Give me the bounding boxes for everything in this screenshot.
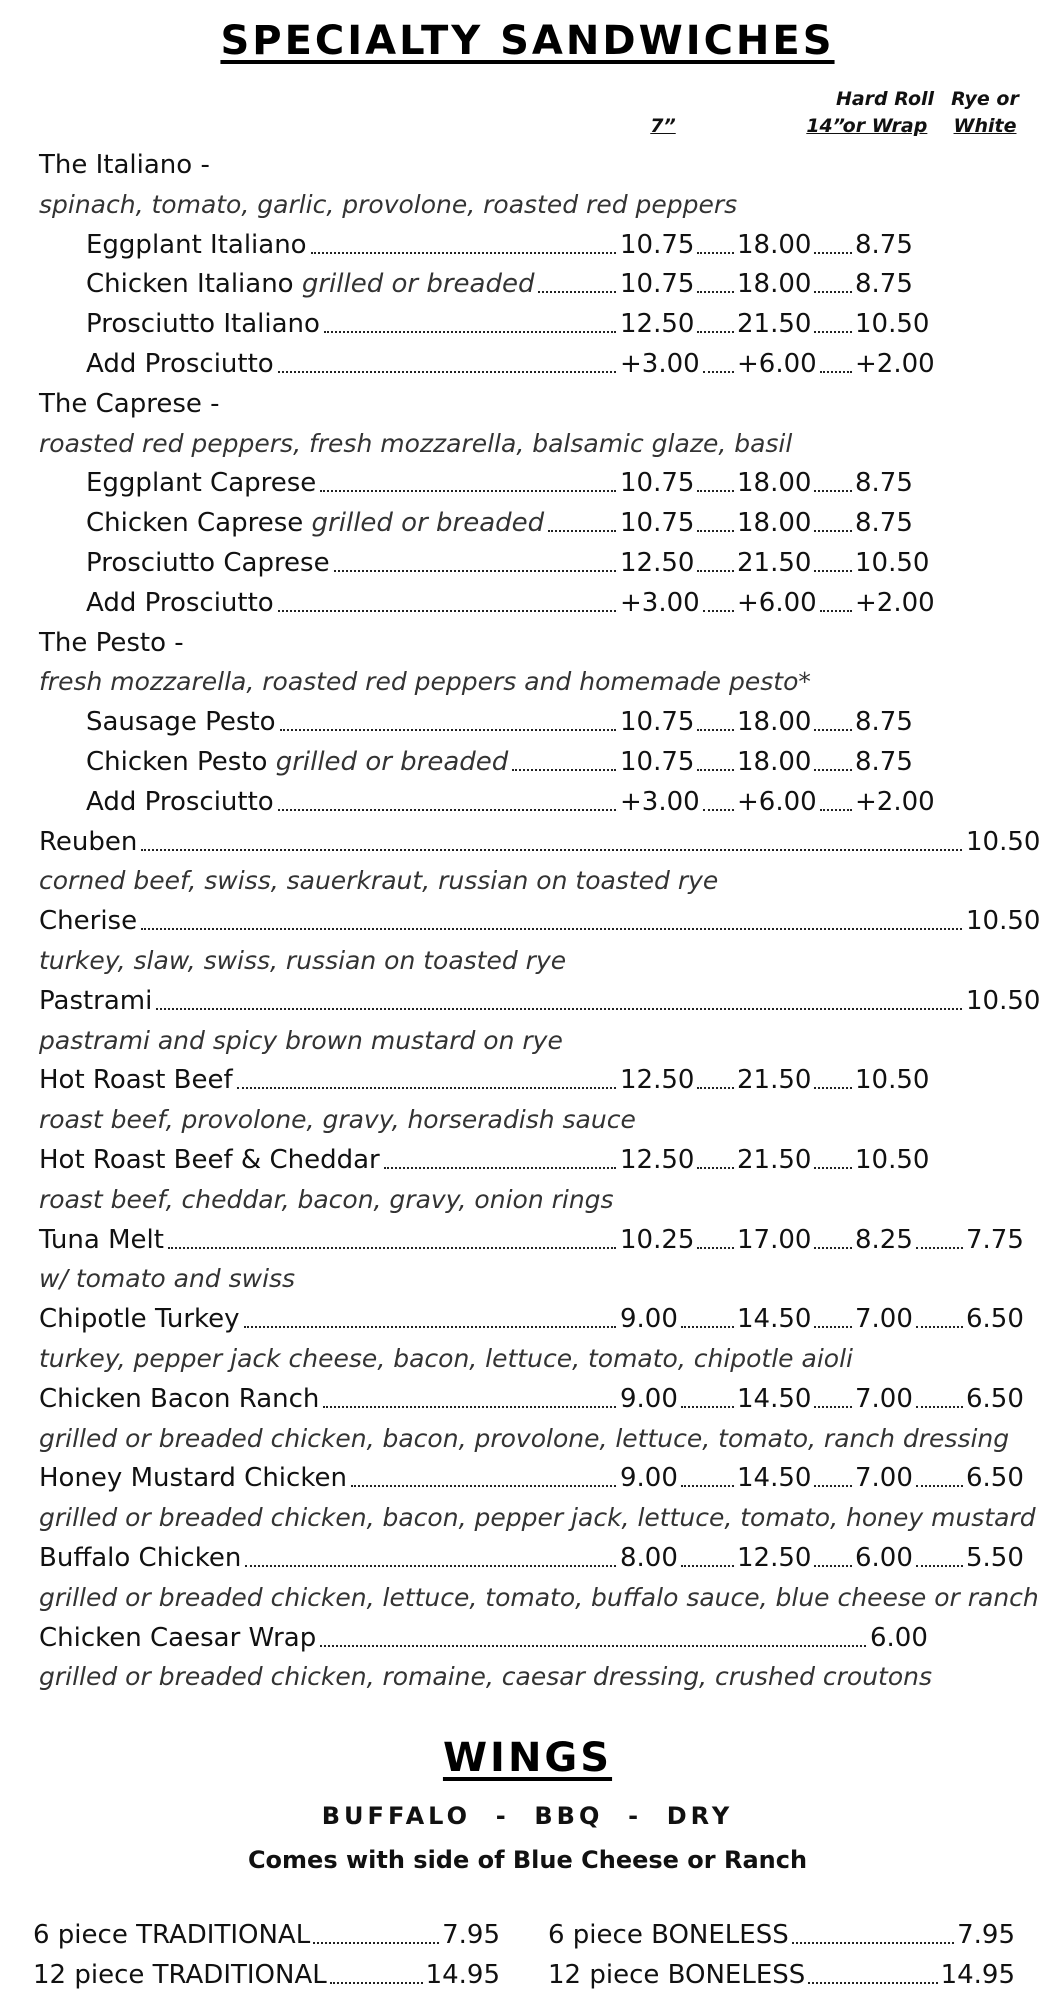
price-col-2: 18.00 — [737, 269, 812, 299]
item-name — [39, 1379, 319, 1419]
item-description: grilled or breaded chicken, bacon, provolone, lettuce, tomato, ranch dressing — [39, 1424, 1010, 1453]
item-description: w/ tomato and swiss — [39, 1264, 296, 1293]
dot-leader — [814, 291, 852, 293]
menu-row-desc — [0, 1339, 1055, 1379]
price-col-1: 12.50 — [620, 548, 695, 578]
price-col-1: 10.75 — [620, 508, 695, 538]
price-col-3: +2.00 — [855, 588, 935, 618]
dot-leader — [278, 809, 616, 811]
price-col-3: 7.00 — [855, 1463, 913, 1493]
price-col-2: 21.50 — [737, 1145, 812, 1175]
dot-leader — [814, 1406, 852, 1408]
dot-leader — [245, 1565, 616, 1567]
wing-item-price: 7.95 — [442, 1920, 500, 1950]
dot-leader — [697, 252, 734, 254]
dot-leader — [814, 769, 852, 771]
item-description: roast beef, provolone, gravy, horseradish sauce — [39, 1105, 636, 1134]
price-col-2: +6.00 — [737, 349, 817, 379]
price-col-4: 7.75 — [966, 1225, 1024, 1255]
price-col-1: 10.75 — [620, 707, 695, 737]
price-col-1: 12.50 — [620, 1065, 695, 1095]
dot-leader — [814, 1087, 852, 1089]
dot-leader — [330, 1982, 423, 1984]
dot-leader — [820, 809, 852, 811]
dot-leader — [156, 1008, 962, 1010]
menu-row-sub — [0, 225, 1055, 265]
item-name-text: Sausage Pesto — [86, 707, 276, 737]
price-col-2: +6.00 — [737, 588, 817, 618]
dot-leader — [814, 1247, 852, 1249]
item-name — [86, 344, 274, 384]
price-col-3: 8.75 — [855, 230, 913, 260]
price-col-2: 12.50 — [737, 1543, 812, 1573]
item-name — [86, 742, 508, 782]
price-col-3: 8.25 — [855, 1225, 913, 1255]
dot-leader — [820, 371, 852, 373]
dot-leader — [792, 1942, 954, 1944]
dot-leader — [538, 291, 616, 293]
dot-leader — [681, 1326, 734, 1328]
menu-row-desc — [0, 1259, 1055, 1299]
price-col-2: 14.50 — [737, 1384, 812, 1414]
dot-leader — [351, 1485, 616, 1487]
menu-row-sub — [0, 583, 1055, 623]
item-description: spinach, tomato, garlic, provolone, roasted red peppers — [39, 190, 738, 219]
dot-leader — [278, 610, 616, 612]
dot-leader — [384, 1167, 616, 1169]
dot-leader — [814, 530, 852, 532]
dot-leader — [814, 490, 852, 492]
column-header-7: 7” — [650, 115, 676, 137]
wing-item-name: 6 piece TRADITIONAL — [33, 1920, 311, 1950]
page-title: SPECIALTY SANDWICHES — [220, 18, 835, 64]
item-name-text: Chicken Italiano — [86, 269, 294, 299]
price-col-3: 8.75 — [855, 747, 913, 777]
dot-leader — [703, 371, 734, 373]
wing-item-price: 7.95 — [957, 1920, 1015, 1950]
dot-leader — [237, 1087, 616, 1089]
dot-leader — [814, 1565, 852, 1567]
group-heading: The Caprese - — [39, 389, 220, 419]
menu-row-sub — [0, 344, 1055, 384]
dot-leader — [814, 729, 852, 731]
dot-leader — [681, 1406, 734, 1408]
price: 6.00 — [870, 1623, 928, 1653]
dot-leader — [703, 809, 734, 811]
price-col-2: 18.00 — [737, 508, 812, 538]
item-name — [39, 1299, 240, 1339]
item-name — [86, 463, 316, 503]
price-col-3: 10.50 — [855, 548, 930, 578]
menu-row-sub — [0, 503, 1055, 543]
item-description: grilled or breaded chicken, lettuce, tomato, buffalo sauce, blue cheese or ranch — [39, 1583, 1039, 1612]
price-col-2: 18.00 — [737, 230, 812, 260]
price-col-1: 10.75 — [620, 468, 695, 498]
item-name-text: Chicken Bacon Ranch — [39, 1384, 320, 1414]
item-name — [39, 1140, 380, 1180]
price-col-1: 12.50 — [620, 309, 695, 339]
item-name — [86, 503, 544, 543]
item-name-text: Prosciutto Italiano — [86, 309, 320, 339]
item-name — [86, 702, 276, 742]
price-col-3: 8.75 — [855, 269, 913, 299]
menu-row-item — [0, 1140, 1055, 1180]
dot-leader — [703, 610, 734, 612]
dot-leader — [697, 570, 734, 572]
dot-leader — [916, 1247, 963, 1249]
item-name — [86, 264, 534, 304]
item-name-text: Eggplant Caprese — [86, 468, 317, 498]
dot-leader — [814, 1167, 852, 1169]
price: 10.50 — [966, 827, 1041, 857]
menu-row-item — [0, 1060, 1055, 1100]
menu-row-desc — [0, 941, 1055, 981]
item-name — [86, 543, 330, 583]
dot-leader — [814, 331, 852, 333]
item-name — [39, 1538, 241, 1578]
price-col-1: 9.00 — [620, 1463, 678, 1493]
price-col-4: 5.50 — [966, 1543, 1024, 1573]
menu-row-sub — [0, 702, 1055, 742]
price-col-1: 10.25 — [620, 1225, 695, 1255]
item-name: Reuben — [39, 827, 138, 857]
item-description: fresh mozzarella, roasted red peppers and homemade pesto* — [39, 667, 811, 696]
price-col-3: 8.75 — [855, 508, 913, 538]
dot-leader — [814, 252, 852, 254]
price-col-2: 21.50 — [737, 309, 812, 339]
menu-row-desc — [0, 1498, 1055, 1538]
dot-leader — [820, 610, 852, 612]
dot-leader — [916, 1406, 963, 1408]
item-description: turkey, pepper jack cheese, bacon, lettuce, tomato, chipotle aioli — [39, 1344, 853, 1373]
wing-item-name: 6 piece BONELESS — [548, 1920, 789, 1950]
menu-row-wrap — [0, 1618, 1055, 1658]
menu-row-sub — [0, 264, 1055, 304]
price-col-4: 6.50 — [966, 1463, 1024, 1493]
menu-row-item — [0, 1220, 1055, 1260]
item-name — [39, 1220, 164, 1260]
dot-leader — [244, 1326, 616, 1328]
dot-leader — [697, 1087, 734, 1089]
price-col-1: 9.00 — [620, 1304, 678, 1334]
item-note: grilled or breaded — [301, 269, 535, 299]
menu-row-sub — [0, 304, 1055, 344]
item-name: Cherise — [39, 906, 138, 936]
item-name-text: Add Prosciutto — [86, 588, 274, 618]
price: 10.50 — [966, 986, 1041, 1016]
dot-leader — [814, 1326, 852, 1328]
item-description: turkey, slaw, swiss, russian on toasted rye — [39, 946, 567, 975]
dot-leader — [697, 530, 734, 532]
item-name-text: Chicken Caprese — [86, 508, 304, 538]
menu-row-desc — [0, 1419, 1055, 1459]
item-note: grilled or breaded — [275, 747, 509, 777]
menu-row-desc — [0, 424, 1055, 464]
price-col-2: 17.00 — [737, 1225, 812, 1255]
item-name-text: Add Prosciutto — [86, 349, 274, 379]
item-description: grilled or breaded chicken, bacon, pepper jack, lettuce, tomato, honey mustard — [39, 1503, 1036, 1532]
item-name — [86, 304, 320, 344]
menu-row-sub — [0, 742, 1055, 782]
column-header-rye: Rye or White — [951, 88, 1019, 137]
item-description: pastrami and spicy brown mustard on rye — [39, 1026, 563, 1055]
price-col-3: 7.00 — [855, 1384, 913, 1414]
price-col-3: 7.00 — [855, 1304, 913, 1334]
price-col-1: 10.75 — [620, 269, 695, 299]
item-description: corned beef, swiss, sauerkraut, russian on toasted rye — [39, 866, 719, 895]
menu-row-group — [0, 145, 1055, 185]
price-col-2: 18.00 — [737, 468, 812, 498]
price-col-1: +3.00 — [620, 787, 700, 817]
menu-row-desc — [0, 185, 1055, 225]
price-col-2: +6.00 — [737, 787, 817, 817]
menu-row-single — [0, 901, 1055, 941]
menu-row-item — [0, 1379, 1055, 1419]
menu-row-desc — [0, 1657, 1055, 1697]
item-name: Chicken Caesar Wrap — [39, 1623, 317, 1653]
price-col-3: 6.00 — [855, 1543, 913, 1573]
dot-leader — [168, 1247, 616, 1249]
item-description: roast beef, cheddar, bacon, gravy, onion rings — [39, 1185, 614, 1214]
price-col-2: 18.00 — [737, 747, 812, 777]
dot-leader — [916, 1485, 963, 1487]
dot-leader — [814, 1485, 852, 1487]
price-col-3: +2.00 — [855, 787, 935, 817]
dot-leader — [697, 331, 734, 333]
item-name-text: Honey Mustard Chicken — [39, 1463, 347, 1493]
menu-row-single — [0, 822, 1055, 862]
item-name-text: Hot Roast Beef & Cheddar — [39, 1145, 380, 1175]
menu-row-sub — [0, 463, 1055, 503]
item-name — [39, 1060, 233, 1100]
item-name-text: Tuna Melt — [39, 1225, 164, 1255]
menu-row-group — [0, 623, 1055, 663]
menu-row-single — [0, 981, 1055, 1021]
dot-leader — [697, 1247, 734, 1249]
price-col-3: 10.50 — [855, 1065, 930, 1095]
dot-leader — [814, 570, 852, 572]
item-name — [86, 583, 274, 623]
menu-row-desc — [0, 1021, 1055, 1061]
wing-item-name: 12 piece BONELESS — [548, 1960, 806, 1990]
price-col-1: 10.75 — [620, 230, 695, 260]
price-col-1: +3.00 — [620, 588, 700, 618]
menu-row-desc — [0, 1578, 1055, 1618]
item-description: grilled or breaded chicken, romaine, caesar dressing, crushed croutons — [39, 1662, 933, 1691]
price-col-1: 12.50 — [620, 1145, 695, 1175]
menu-row-item — [0, 1538, 1055, 1578]
dot-leader — [697, 1167, 734, 1169]
menu-row-desc — [0, 662, 1055, 702]
price-col-3: 8.75 — [855, 707, 913, 737]
dot-leader — [697, 729, 734, 731]
dot-leader — [681, 1485, 734, 1487]
item-name — [86, 225, 307, 265]
dot-leader — [697, 769, 734, 771]
group-heading: The Italiano - — [39, 150, 210, 180]
item-name — [86, 782, 274, 822]
menu-row-sub — [0, 543, 1055, 583]
dot-leader — [681, 1565, 734, 1567]
dot-leader — [324, 331, 616, 333]
price-col-1: 10.75 — [620, 747, 695, 777]
column-header-hard-roll: Hard Roll or Wrap — [835, 88, 935, 137]
price-col-3: 8.75 — [855, 468, 913, 498]
menu-row-desc — [0, 861, 1055, 901]
column-header-14: 14” — [806, 115, 845, 137]
price-col-1: 8.00 — [620, 1543, 678, 1573]
price-col-1: 9.00 — [620, 1384, 678, 1414]
item-description: roasted red peppers, fresh mozzarella, balsamic glaze, basil — [39, 429, 793, 458]
dot-leader — [916, 1565, 963, 1567]
dot-leader — [280, 729, 616, 731]
price-col-2: 14.50 — [737, 1463, 812, 1493]
price-col-4: 6.50 — [966, 1304, 1024, 1334]
dot-leader — [334, 570, 616, 572]
item-note: grilled or breaded — [311, 508, 545, 538]
price-col-2: 14.50 — [737, 1304, 812, 1334]
wings-title: WINGS — [442, 1735, 613, 1781]
dot-leader — [320, 490, 616, 492]
dot-leader — [916, 1326, 963, 1328]
item-name-text: Prosciutto Caprese — [86, 548, 330, 578]
price: 10.50 — [966, 906, 1041, 936]
price-col-2: 18.00 — [737, 707, 812, 737]
wing-item-name: 12 piece TRADITIONAL — [33, 1960, 327, 1990]
price-col-3: 10.50 — [855, 1145, 930, 1175]
wings-side-note: Comes with side of Blue Cheese or Ranch — [247, 1846, 808, 1874]
item-name-text: Chipotle Turkey — [39, 1304, 240, 1334]
price-col-3: 10.50 — [855, 309, 930, 339]
dot-leader — [278, 371, 616, 373]
menu-row-sub — [0, 782, 1055, 822]
item-name-text: Buffalo Chicken — [39, 1543, 242, 1573]
price-col-4: 6.50 — [966, 1384, 1024, 1414]
dot-leader — [141, 849, 962, 851]
menu-row-desc — [0, 1180, 1055, 1220]
menu-row-group — [0, 384, 1055, 424]
dot-leader — [313, 1942, 439, 1944]
price-col-1: +3.00 — [620, 349, 700, 379]
dot-leader — [320, 1645, 866, 1647]
menu-row-item — [0, 1299, 1055, 1339]
wing-item-price: 14.95 — [940, 1960, 1015, 1990]
menu-row-item — [0, 1458, 1055, 1498]
price-col-2: 21.50 — [737, 1065, 812, 1095]
price-col-2: 21.50 — [737, 548, 812, 578]
item-name-text: Eggplant Italiano — [86, 230, 307, 260]
dot-leader — [323, 1406, 616, 1408]
item-name — [39, 1458, 347, 1498]
menu-row-desc — [0, 1100, 1055, 1140]
item-name-text: Add Prosciutto — [86, 787, 274, 817]
dot-leader — [141, 928, 962, 930]
item-name-text: Hot Roast Beef — [39, 1065, 233, 1095]
dot-leader — [697, 490, 734, 492]
dot-leader — [808, 1982, 937, 1984]
price-col-3: +2.00 — [855, 349, 935, 379]
wing-item-price: 14.95 — [425, 1960, 500, 1990]
dot-leader — [697, 291, 734, 293]
item-name-text: Chicken Pesto — [86, 747, 268, 777]
dot-leader — [311, 252, 616, 254]
wings-flavors: BUFFALO - BBQ - DRY — [321, 1802, 734, 1830]
group-heading: The Pesto - — [39, 628, 184, 658]
item-name: Pastrami — [39, 986, 153, 1016]
dot-leader — [548, 530, 616, 532]
dot-leader — [512, 769, 616, 771]
